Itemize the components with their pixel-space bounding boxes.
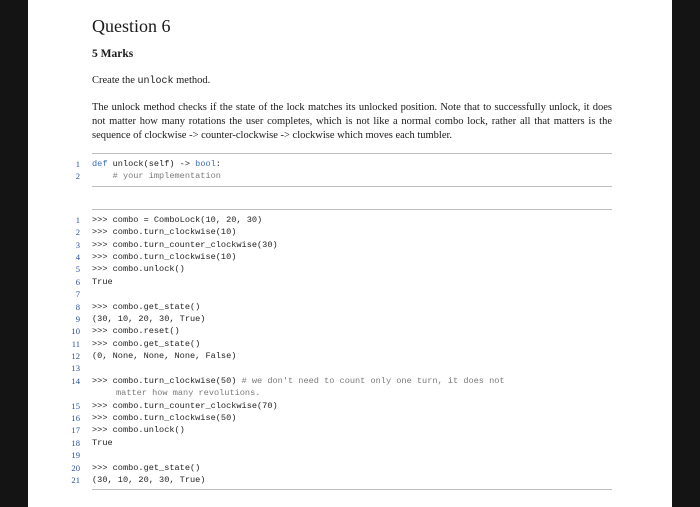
- code-line: [75, 239, 612, 251]
- code-line: [71, 400, 612, 412]
- code-line: [75, 214, 612, 226]
- code-line: [75, 288, 612, 300]
- left-dark-border: [0, 0, 28, 507]
- line-number: 20: [71, 462, 80, 473]
- line-number: 19: [71, 450, 80, 461]
- line-number: 16: [71, 413, 80, 424]
- code-text: True: [92, 437, 113, 448]
- line-number: 2: [75, 171, 80, 182]
- code-text: :: [215, 159, 221, 169]
- code-text: >>> combo.unlock(): [92, 425, 185, 436]
- code-type: bool: [195, 159, 216, 169]
- code-text: True: [92, 276, 113, 287]
- code-line: [75, 226, 612, 238]
- line-number: 11: [71, 338, 80, 349]
- code-keyword: def: [92, 159, 108, 169]
- question-page: [71, 14, 612, 490]
- line-number: 2: [75, 227, 80, 238]
- code-line: [71, 462, 612, 474]
- line-number: 14: [71, 375, 80, 386]
- code-text: (0, None, None, None, False): [92, 351, 237, 362]
- line-number: 18: [71, 437, 80, 448]
- question-marks: 5 Marks: [92, 48, 134, 60]
- code-line: [75, 170, 612, 182]
- code-line: [75, 251, 612, 263]
- line-number: 10: [71, 326, 80, 337]
- code-line: [71, 338, 612, 350]
- line-number: 7: [75, 289, 80, 300]
- line-number: 5: [75, 264, 80, 275]
- code-text: >>> combo.reset(): [92, 326, 180, 337]
- code-text: >>> combo.turn_counter_clockwise(70): [92, 400, 278, 411]
- code-line: [71, 325, 612, 337]
- question-title: Question 6: [92, 16, 171, 36]
- line-number: 12: [71, 351, 80, 362]
- code-text: >>> combo = ComboLock(10, 20, 30): [92, 214, 263, 225]
- line-number: 3: [75, 239, 80, 250]
- code-line: [75, 276, 612, 288]
- code-line: [71, 412, 612, 424]
- code-signature-block: [75, 153, 612, 187]
- code-text: >>> combo.turn_clockwise(10): [92, 227, 237, 238]
- code-line: [71, 424, 612, 436]
- code-text: >>> combo.turn_counter_clockwise(30): [92, 239, 278, 250]
- code-text: >>> combo.turn_clockwise(50): [92, 413, 237, 424]
- code-comment: # we don't need to count only one turn, it does not: [241, 375, 505, 386]
- code-line: [75, 313, 612, 325]
- code-line: [75, 158, 612, 170]
- line-number: 1: [75, 159, 80, 169]
- code-comment-continuation: matter how many revolutions.: [116, 388, 261, 399]
- intro-method-name: unlock: [137, 76, 174, 87]
- intro-prefix: Create the: [92, 75, 138, 86]
- code-line: [71, 375, 612, 400]
- line-number: 4: [75, 251, 80, 262]
- code-text: (30, 10, 20, 30, True): [92, 475, 206, 485]
- code-comment: # your implementation: [92, 171, 221, 182]
- code-text: >>> combo.turn_clockwise(10): [92, 251, 237, 262]
- code-text: >>> combo.get_state(): [92, 301, 201, 312]
- line-number: 17: [71, 425, 80, 436]
- code-text: (30, 10, 20, 30, True): [92, 313, 206, 324]
- code-line: [71, 474, 612, 486]
- code-text: >>> combo.get_state(): [92, 338, 201, 349]
- code-line: [71, 350, 612, 362]
- code-text: >>> combo.get_state(): [92, 462, 201, 473]
- code-text: >>> combo.unlock(): [92, 264, 185, 275]
- code-line: [71, 449, 612, 461]
- line-number: 9: [75, 313, 80, 324]
- code-text: unlock(self) ->: [107, 159, 196, 169]
- code-text: >>> combo.turn_clockwise(50): [92, 375, 242, 386]
- intro-suffix: method.: [173, 75, 211, 86]
- code-example-block: [71, 209, 612, 491]
- line-number: 15: [71, 400, 80, 411]
- question-description: The unlock method checks if the state of the lock matches its unlocked position. Note that to successfully unlock, it does not matter how many rotations the user completes, which is not like a normal combo lock, rather all that matters is the sequence of clockwise -> counter-clockwise -> clockwise which moves each tumbler.: [92, 102, 612, 141]
- code-line: [75, 263, 612, 275]
- line-number: 8: [75, 301, 80, 312]
- line-number: 13: [71, 363, 80, 374]
- code-line: [75, 301, 612, 313]
- right-dark-border: [672, 0, 700, 507]
- code-line: [71, 362, 612, 374]
- line-number: 21: [71, 475, 80, 485]
- question-intro: [92, 74, 612, 89]
- line-number: 6: [75, 276, 80, 287]
- line-number: 1: [75, 214, 80, 225]
- code-line: [71, 437, 612, 449]
